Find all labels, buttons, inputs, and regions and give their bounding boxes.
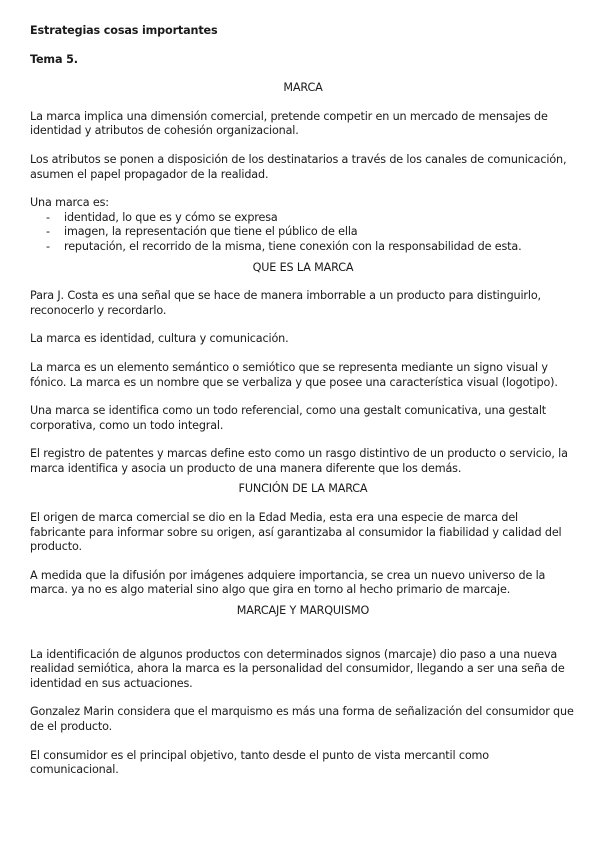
document-title: Estrategias cosas importantes [30, 24, 218, 37]
section-heading-marca: MARCA [283, 81, 323, 95]
list-item: - reputación, el recorrido de la misma, tiene conexión con la responsabilidad de esta. [30, 240, 576, 255]
section-heading-marcaje-y-marquismo: MARCAJE Y MARQUISMO [236, 604, 370, 618]
paragraph: El origen de marca comercial se dio en la Edad Media, esta era una especie de marca del fabricante para informar sobre su origen, así garantizaba al consumidor la fiabilidad y calidad del producto. [30, 511, 562, 554]
paragraph: La identificación de algunos productos con determinados signos (marcaje) dio paso a una nueva realidad semiótica, ahora la marca es la personalidad del consumidor, llegando a ser una seña de identidad en sus actuaciones. [30, 647, 565, 690]
document-page [30, 24, 576, 778]
topic-number: Tema 5. [30, 52, 78, 66]
paragraph: La marca es un elemento semántico o semiótico que se representa mediante un signo visual y fónico. La marca es un nombre que se verbaliza y que posee una característica visual (logotipo). [30, 360, 558, 389]
paragraph: Una marca se identifica como un todo referencial, como una gestalt comunicativa, una gestalt corporativa, como un todo integral. [30, 404, 547, 432]
bullet-list [30, 211, 576, 255]
section-heading-que-es-la-marca: QUE ES LA MARCA [252, 260, 354, 274]
paragraph: Gonzalez Marin considera que el marquismo es más una forma de señalización del consumidor que de el producto. [30, 705, 574, 733]
paragraph: El registro de patentes y marcas define esto como un rasgo distintivo de un producto o servicio, la marca identifica y asocia un producto de una manera diferente que los demás. [30, 447, 568, 475]
paragraph: A medida que la difusión por imágenes adquiere importancia, se crea un nuevo universo de la marca. ya no es algo material sino algo que gira en torno al hecho primario de marcaje. [30, 568, 546, 597]
paragraph: La marca es identidad, cultura y comunicación. [30, 332, 289, 346]
paragraph: La marca implica una dimensión comercial, pretende competir en un mercado de mensajes de identidad y atributos de cohesión organizacional. [30, 109, 548, 138]
section-heading-funcion-de-la-marca: FUNCIÓN DE LA MARCA [238, 482, 368, 496]
list-item: - imagen, la representación que tiene el público de ella [30, 225, 576, 240]
paragraph: El consumidor es el principal objetivo, tanto desde el punto de vista mercantil como comunicacional. [30, 748, 489, 777]
list-item: - identidad, lo que es y cómo se expresa [30, 211, 576, 226]
paragraph: Para J. Costa es una señal que se hace de manera imborrable a un producto para distinguirlo, reconocerlo y recordarlo. [30, 289, 541, 317]
list-intro: Una marca es: [30, 196, 109, 210]
paragraph: Los atributos se ponen a disposición de los destinatarios a través de los canales de comunicación, asumen el papel propagador de la realidad. [30, 152, 567, 181]
